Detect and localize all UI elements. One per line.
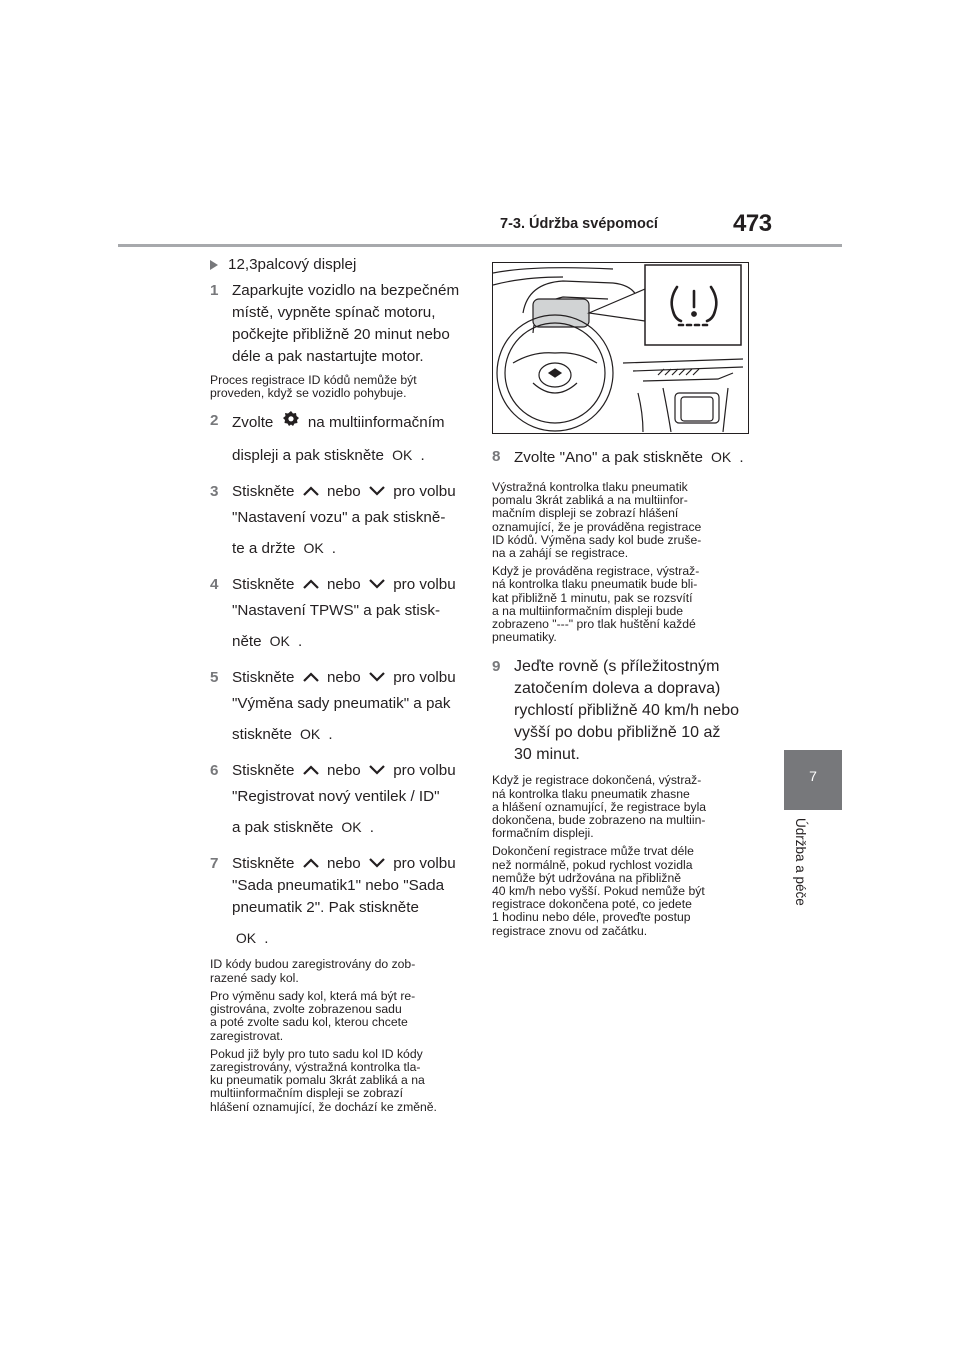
step-3: 3 Stiskněte nebo pro volbu "Nastavení vozu" a pak stiskně- te a držte OK .	[210, 483, 456, 558]
note-registration-longer: Dokončení registrace může trvat déle než normálně, pokud rychlost vozidla nemůže být udržována na přibližně 40 km/h nebo vyšší. Pokud nemůže být registrace dokončena poté, co jedete 1 hodinu nebo déle, proveďte postup registrace znovu od začátku.	[492, 844, 705, 938]
note-registered: ID kódy budou zaregistrovány do zob- razené sady kol.	[210, 957, 416, 985]
step-1-note: Proces registrace ID kódů nemůže být proveden, když se vozidlo pohybuje.	[210, 373, 417, 401]
arrow-up-icon	[303, 760, 319, 782]
note-registration-complete: Když je registrace dokončená, výstraž- ná kontrolka tlaku pneumatik zhasne a hlášení oznamující, že registrace byla dokončena, bude zobrazeno na multiin- formačním displeji.	[492, 773, 707, 841]
step-2: 2 Zvolte na multiinformačním displeji a pak stiskněte OK .	[210, 412, 445, 465]
header-rule	[118, 244, 842, 247]
step-9: 9 Jeďte rovně (s příležitostným zatočením doleva a doprava) rychlostí přibližně 40 km/h nebo vyšší po dobu přibližně 10 až 30 minut.	[492, 658, 739, 764]
note-registration-running: Když je prováděna registrace, výstraž- ná kontrolka tlaku pneumatik bude bli- kat přibližně 1 minutu, pak se rozsvítí a na multiinformačním displeji bude zobrazeno "---" pro tlak huštění každé pneumatiky.	[492, 564, 700, 645]
ok-button-icon: OK	[711, 449, 732, 465]
dashboard-illustration	[492, 262, 749, 434]
dashboard-drawing	[493, 263, 747, 432]
note-registration-started: Výstražná kontrolka tlaku pneumatik pomalu 3krát zabliká a na multiinfor- mačním displeji se zobrazí hlášení oznamující, že je prováděna registrace ID kódů. Výměna sady kol bude zruše- na a zahájí se registrace.	[492, 480, 702, 561]
left-column	[210, 254, 468, 1114]
page-number: 473	[733, 210, 772, 237]
chapter-title	[793, 818, 807, 928]
ok-button-icon: OK	[303, 540, 324, 557]
step-1: 1 Zaparkujte vozidlo na bezpečném místě, vypněte spínač motoru, počkejte přibližně 20 minut nebo déle a pak nastartujte motor.	[210, 282, 460, 365]
chapter-title-text: Údržba a péče	[793, 818, 808, 906]
ok-button-icon: OK	[269, 633, 290, 650]
arrow-up-icon	[303, 853, 319, 875]
section-title: 7-3. Údržba svépomocí	[500, 216, 658, 232]
chapter-number: 7	[809, 768, 817, 784]
arrow-down-icon	[369, 760, 385, 782]
note-change-set: Pro výměnu sady kol, která má být re- gistrována, zvolte zobrazenou sadu a poté zvolte sadu kol, kterou chcete zaregistrovat.	[210, 988, 416, 1043]
settings-gear-icon	[282, 410, 300, 436]
arrow-up-icon	[303, 481, 319, 503]
arrow-down-icon	[369, 853, 385, 875]
step-6: 6 Stiskněte nebo pro volbu "Registrovat nový ventilek / ID" a pak stiskněte OK .	[210, 762, 456, 837]
step-8: 8 Zvolte "Ano" a pak stiskněte OK .	[492, 448, 744, 466]
note-already-registered: Pokud již byly pro tuto sadu kol ID kódy zaregistrovány, výstražná kontrolka tla- ku pneumatik pomalu 3krát zabliká a na multiinformačním displeji se zobrazí hlášení oznamující, že dochází ke změně.	[210, 1046, 437, 1114]
ok-button-icon: OK	[235, 930, 257, 947]
arrow-down-icon	[369, 667, 385, 689]
arrow-down-icon	[369, 481, 385, 503]
ok-button-icon: OK	[341, 819, 362, 836]
step-7: 7 Stiskněte nebo pro volbu "Sada pneumatik1" nebo "Sada pneumatik 2". Pak stiskněte OK .	[210, 855, 456, 948]
ok-button-icon: OK	[300, 726, 321, 743]
arrow-down-icon	[369, 574, 385, 596]
display-bullet: 12,3palcový displej	[210, 254, 468, 276]
arrow-up-icon	[303, 574, 319, 596]
ok-button-icon: OK	[392, 447, 413, 464]
bullet-triangle-icon	[210, 260, 218, 270]
right-column	[492, 446, 750, 938]
arrow-up-icon	[303, 667, 319, 689]
step-4: 4 Stiskněte nebo pro volbu "Nastavení TPWS" a pak stisk- něte OK .	[210, 576, 456, 651]
step-5: 5 Stiskněte nebo pro volbu "Výměna sady pneumatik" a pak stiskněte OK .	[210, 669, 456, 744]
